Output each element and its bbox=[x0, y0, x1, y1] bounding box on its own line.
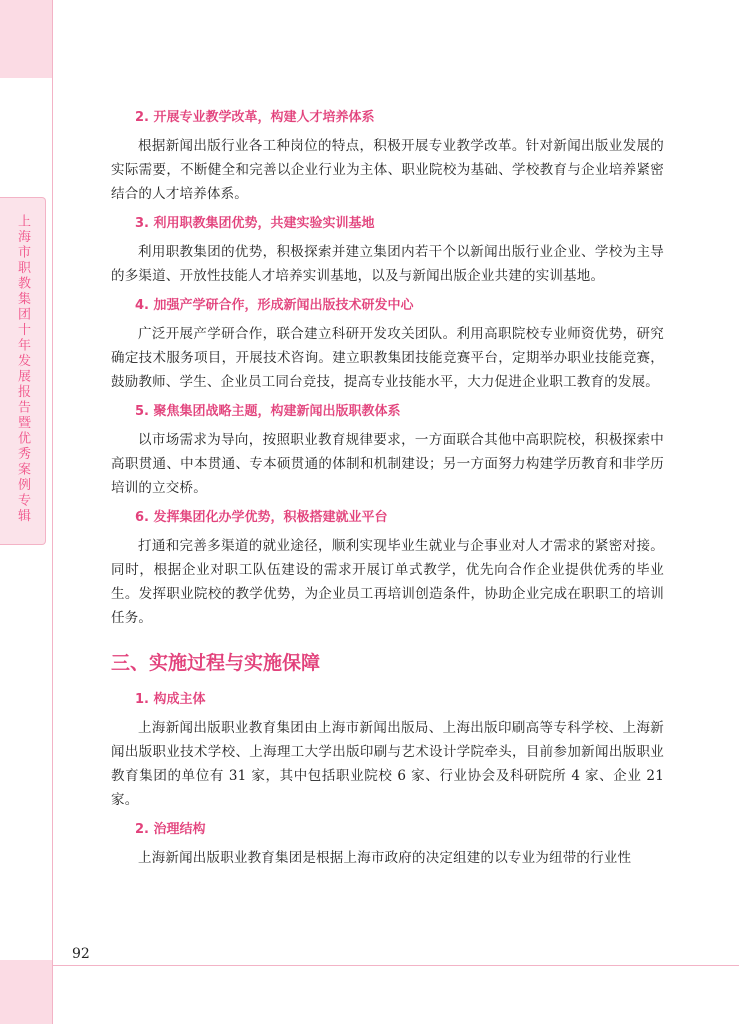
subsection-heading: 6. 发挥集团化办学优势，积极搭建就业平台 bbox=[135, 510, 388, 525]
subsection-heading: 2. 治理结构 bbox=[135, 822, 206, 837]
body-paragraph: 打通和完善多渠道的就业途径，顺利实现毕业生就业与企事业对人才需求的紧密对接。同时，根据企业对职工队伍建设的需求开展订单式教学，优先向合作企业提供优秀的毕业生。发挥职业院校的教学优势，为企业员工再培训创造条件，协助企业完成在职职工的培训任务。 bbox=[111, 538, 664, 626]
body-paragraph: 广泛开展产学研合作，联合建立科研开发攻关团队。利用高职院校专业师资优势，研究确定技术服务项目，开展技术咨询。建立职教集团技能竞赛平台，定期举办职业技能竞赛，鼓励教师、学生、企业员工同台竞技，提高专业技能水平，大力促进企业职工教育的发展。 bbox=[111, 326, 664, 390]
body-paragraph: 根据新闻出版行业各工种岗位的特点，积极开展专业教学改革。针对新闻出版业发展的实际需要，不断健全和完善以企业行业为主体、职业院校为基础、学校教育与企业培养紧密结合的人才培养体系。 bbox=[111, 138, 664, 202]
subsection-heading: 4. 加强产学研合作，形成新闻出版技术研发中心 bbox=[135, 298, 414, 313]
section-heading: 三、实施过程与实施保障 bbox=[111, 652, 321, 674]
page-content bbox=[111, 108, 664, 878]
footer-rule bbox=[52, 965, 739, 966]
margin-rule bbox=[52, 0, 53, 1024]
subsection-heading: 3. 利用职教集团优势，共建实验实训基地 bbox=[135, 216, 375, 231]
chapter-side-tab bbox=[0, 197, 46, 545]
subsection-heading: 2. 开展专业教学改革，构建人才培养体系 bbox=[135, 110, 375, 125]
side-tab-label: 上海市职教集团十年发展报告暨优秀案例专辑 bbox=[15, 214, 30, 524]
subsection-heading: 5. 聚焦集团战略主题，构建新闻出版职教体系 bbox=[135, 404, 401, 419]
subsection-heading: 1. 构成主体 bbox=[135, 692, 206, 707]
body-paragraph: 以市场需求为导向，按照职业教育规律要求，一方面联合其他中高职院校，积极探索中高职贯通、中本贯通、专本硕贯通的体制和机制建设；另一方面努力构建学历教育和非学历培训的立交桥。 bbox=[111, 432, 664, 496]
body-paragraph: 上海新闻出版职业教育集团是根据上海市政府的决定组建的以专业为纽带的行业性 bbox=[138, 850, 632, 866]
body-paragraph: 利用职教集团的优势，积极探索并建立集团内若干个以新闻出版行业企业、学校为主导的多渠道、开放性技能人才培养实训基地，以及与新闻出版企业共建的实训基地。 bbox=[111, 244, 664, 284]
bottom-corner-strip bbox=[0, 960, 52, 1024]
top-corner-strip bbox=[0, 0, 52, 78]
body-paragraph: 上海新闻出版职业教育集团由上海市新闻出版局、上海出版印刷高等专科学校、上海新闻出版职业技术学校、上海理工大学出版印刷与艺术设计学院牵头，目前参加新闻出版职业教育集团的单位有 31 家，其中包括职业院校 6 家、行业协会及科研院所 4 家、企业 21 家。 bbox=[111, 720, 664, 808]
page-number: 92 bbox=[72, 946, 90, 962]
